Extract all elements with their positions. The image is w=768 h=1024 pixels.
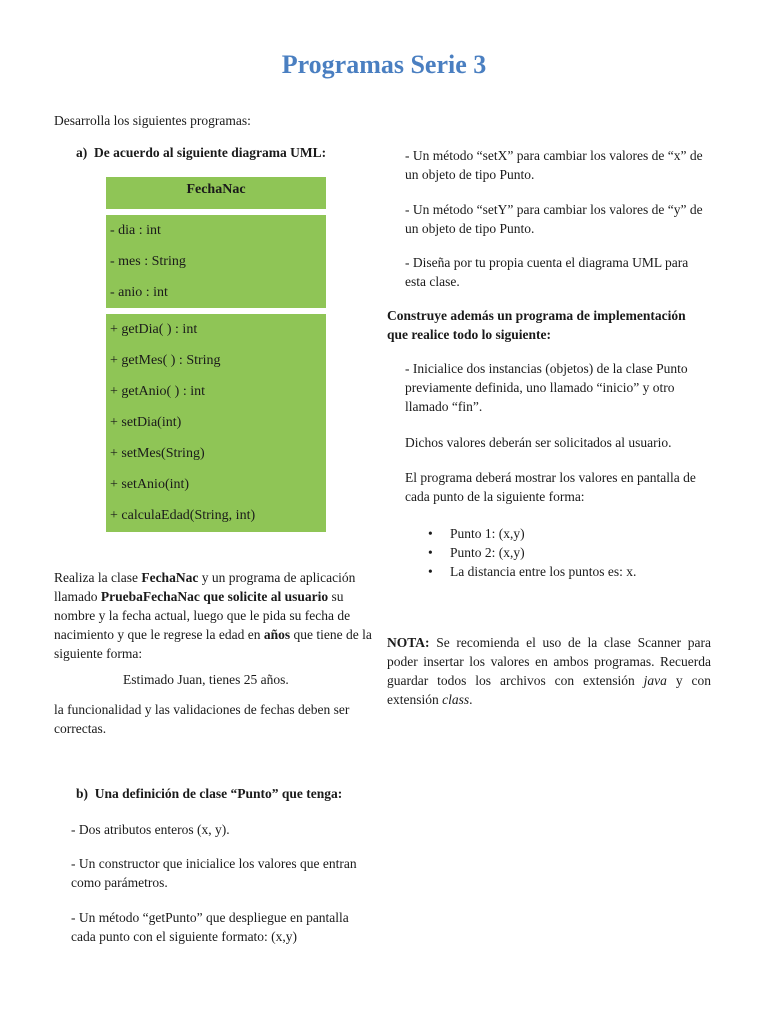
section-a-title: De acuerdo al siguiente diagrama UML: — [94, 145, 327, 160]
para-bold: PruebaFechaNac que solicite al usuario — [100, 589, 329, 604]
construct-item: Dichos valores deberán ser solicitados al usuario. — [405, 435, 672, 450]
nota-paragraph — [387, 633, 711, 709]
nota-text: y con extensión — [387, 673, 711, 707]
section-b-marker: b) — [76, 786, 89, 801]
b-item: - Dos atributos enteros (x, y). — [71, 822, 230, 837]
nota-text: . — [469, 692, 473, 707]
uml-attribute: - mes : String — [110, 254, 186, 269]
para-text: Realiza la clase — [54, 570, 142, 585]
fechanac-description — [54, 568, 376, 663]
intro-text: Desarrolla los siguientes programas: — [54, 113, 251, 128]
construct-heading: Construye además un programa de implementación que realice todo lo siguiente: — [387, 308, 686, 342]
section-a-marker: a) — [76, 145, 88, 160]
list-item: • La distancia entre los puntos es: x. — [450, 562, 636, 581]
uml-method: + calculaEdad(String, int) — [110, 508, 256, 523]
uml-method: + setDia(int) — [110, 415, 182, 430]
right-item: - Un método “setY” para cambiar los valores de “y” de un objeto de tipo Punto. — [405, 202, 703, 236]
nota-text: Se recomienda el uso de la clase Scanner para poder insertar los valores en ambos programas. Recuerda guardar todos los archivos con extensión — [387, 635, 711, 688]
b-item: - Un constructor que inicialice los valores que entran como parámetros. — [71, 856, 357, 890]
right-item: - Diseña por tu propia cuenta el diagrama UML para esta clase. — [405, 255, 689, 289]
uml-attribute: - anio : int — [110, 285, 168, 300]
b-item: - Un método “getPunto” que despliegue en pantalla cada punto con el siguiente formato: (x,y) — [71, 910, 349, 944]
section-a-heading — [76, 143, 376, 162]
page-title: Programas Serie 3 — [281, 50, 487, 79]
construct-item: El programa deberá mostrar los valores en pantalla de cada punto de la siguiente forma: — [405, 470, 696, 504]
para-bold: FechaNac — [141, 570, 199, 585]
uml-methods-box — [106, 314, 326, 532]
section-b-title: Una definición de clase “Punto” que tenga: — [94, 786, 343, 801]
para-text: su nombre y la fecha actual, luego que le pida su fecha de nacimiento y que le regrese la edad en — [54, 589, 351, 642]
section-b-heading — [76, 784, 376, 803]
list-item: • Punto 2: (x,y) — [450, 543, 636, 562]
uml-method: + getDia( ) : int — [110, 322, 198, 337]
right-item: - Un método “setX” para cambiar los valores de “x” de un objeto de tipo Punto. — [405, 148, 703, 182]
list-item: • Punto 1: (x,y) — [450, 524, 636, 543]
nota-italic: class — [442, 692, 470, 707]
uml-attribute: - dia : int — [110, 223, 161, 238]
para-bold: años — [263, 627, 291, 642]
uml-method: + getAnio( ) : int — [110, 384, 205, 399]
nota-italic: java — [643, 673, 667, 688]
uml-method: + getMes( ) : String — [110, 353, 221, 368]
uml-class-name-box — [106, 177, 326, 209]
uml-attributes-box — [106, 215, 326, 308]
uml-method: + setAnio(int) — [110, 477, 190, 492]
validation-note: la funcionalidad y las validaciones de fechas deben ser correctas. — [54, 702, 350, 736]
points-list — [450, 524, 636, 581]
nota-label: NOTA: — [387, 635, 430, 650]
example-output: Estimado Juan, tienes 25 años. — [123, 672, 289, 687]
uml-class-name: FechaNac — [186, 182, 246, 197]
construct-item: - Inicialice dos instancias (objetos) de la clase Punto previamente definida, uno llamado “inicio” y otro llamado “fin”. — [405, 361, 688, 414]
para-text: y un programa de aplicación llamado — [54, 570, 356, 604]
uml-method: + setMes(String) — [110, 446, 205, 461]
para-text: que tiene de la siguiente forma: — [54, 627, 372, 661]
